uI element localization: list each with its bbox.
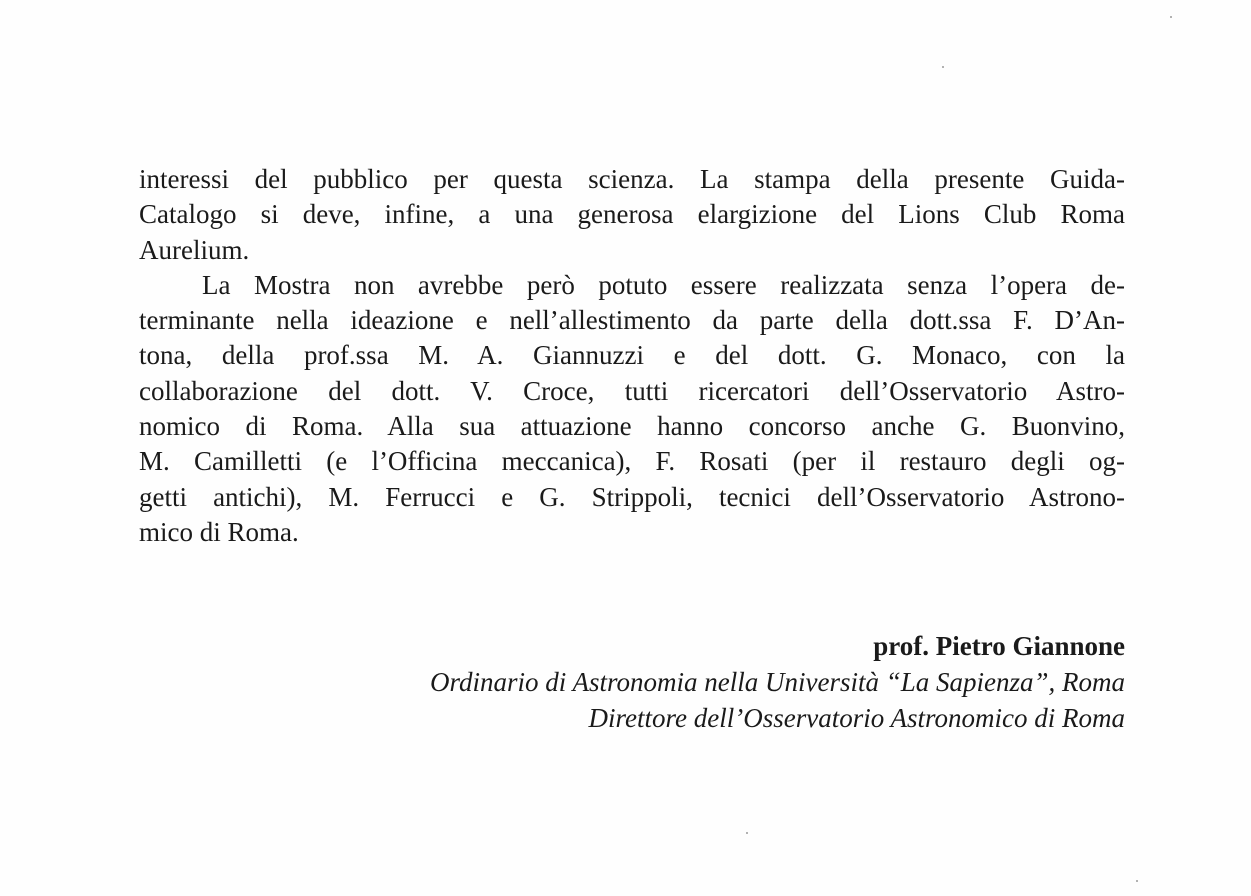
body-line: Catalogo si deve, infine, a una generosa elargizione del Lions Club Roma (139, 199, 1125, 230)
scan-speck (1170, 16, 1172, 18)
scan-speck (746, 832, 748, 834)
body-line: terminante nella ideazione e nell’allestimento da parte della dott.ssa F. D’An- (139, 305, 1125, 336)
body-line: collaborazione del dott. V. Croce, tutti ricercatori dell’Osservatorio Astro- (139, 375, 1125, 406)
body-line: M. Camilletti (e l’Officina meccanica), F. Rosati (per il restauro degli og- (139, 446, 1125, 477)
body-line: La Mostra non avrebbe però potuto essere realizzata senza l’opera de- (202, 269, 1125, 300)
body-line: Aurelium. (139, 234, 250, 265)
signature-role-observatory: Direttore dell’Osservatorio Astronomico di Roma (588, 703, 1125, 733)
body-line: tona, della prof.ssa M. A. Giannuzzi e del dott. G. Monaco, con la (139, 340, 1125, 371)
body-line: mico di Roma. (139, 516, 299, 547)
signature-block (430, 628, 1125, 736)
signature-name: prof. Pietro Giannone (873, 631, 1125, 661)
scan-speck (942, 66, 944, 68)
body-text (139, 162, 1125, 550)
signature-role-university: Ordinario di Astronomia nella Università “La Sapienza”, Roma (429, 667, 1125, 697)
body-line: interessi del pubblico per questa scienza. La stampa della presente Guida- (139, 164, 1125, 194)
body-line: getti antichi), M. Ferrucci e G. Strippoli, tecnici dell’Osservatorio Astrono- (139, 481, 1125, 512)
scan-speck (1136, 880, 1138, 882)
body-line: nomico di Roma. Alla sua attuazione hanno concorso anche G. Buonvino, (139, 411, 1125, 442)
